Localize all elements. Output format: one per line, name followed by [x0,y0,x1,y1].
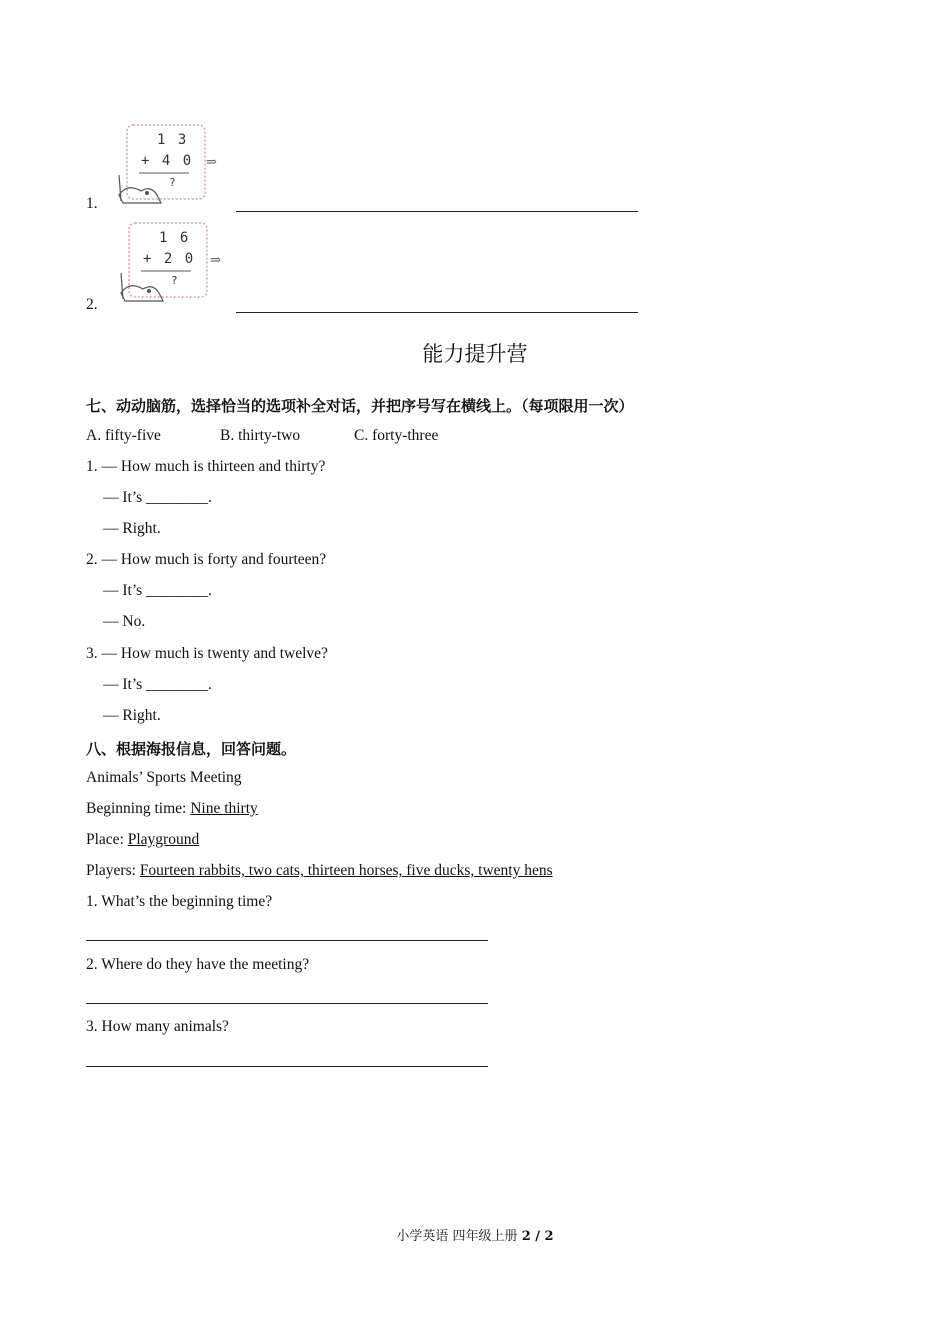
dialog-reply: — Right. [103,520,161,537]
option-a: A. fifty-five [86,427,161,444]
dialog-reply: — No. [103,613,146,630]
arrow-icon: ⇒ [206,154,217,169]
dialog-answer-blank[interactable]: — It’s ________. [103,582,212,599]
question-text: 1. What’s the beginning time? [86,893,273,910]
option-c: C. forty-three [354,427,439,444]
dialog-reply: — Right. [103,707,161,724]
item-number: 1. [86,195,98,212]
page-footer [0,1225,950,1244]
footer-text: 小学英语 四年级上册 [396,1229,522,1244]
dialog-answer-blank[interactable]: — It’s ________. [103,676,212,693]
section8-heading: 八、根据海报信息，回答问题。 [86,740,297,758]
poster-title: Animals’ Sports Meeting [86,769,242,786]
dialog-question: 3. — How much is twenty and twelve? [86,645,328,662]
answer-line[interactable] [236,312,638,313]
question-text: 2. Where do they have the meeting? [86,956,310,973]
page-number: 2 / 2 [521,1229,554,1244]
answer-line[interactable] [236,211,638,212]
item-number: 2. [86,296,98,313]
answer-line[interactable] [86,1003,488,1004]
option-b: B. thirty-two [220,427,301,444]
poster-place: Place: Playground [86,831,200,848]
question-text: 3. How many animals? [86,1018,229,1035]
math-card-image: 1 6 + 2 0 ? [119,221,207,297]
place-value: Playground [127,831,200,848]
answer-line[interactable] [86,1066,488,1067]
section-title: 能力提升营 [422,342,528,366]
answer-line[interactable] [86,940,488,941]
section7-heading: 七、动动脑筋，选择恰当的选项补全对话，并把序号写在横线上。（每项限用一次） [86,397,634,415]
poster-time: Beginning time: Nine thirty [86,800,258,817]
math-card-image: 1 3 + 4 0 ? [117,123,205,199]
players-value: Fourteen rabbits, two cats, thirteen horses, five ducks, twenty hens [139,862,553,879]
poster-players: Players: Fourteen rabbits, two cats, thirteen horses, five ducks, twenty hens [86,862,553,879]
dialog-answer-blank[interactable]: — It’s ________. [103,489,212,506]
dialog-question: 1. — How much is thirteen and thirty? [86,458,326,475]
arrow-icon: ⇒ [210,252,221,267]
time-value: Nine thirty [190,800,258,817]
dialog-question: 2. — How much is forty and fourteen? [86,551,327,568]
